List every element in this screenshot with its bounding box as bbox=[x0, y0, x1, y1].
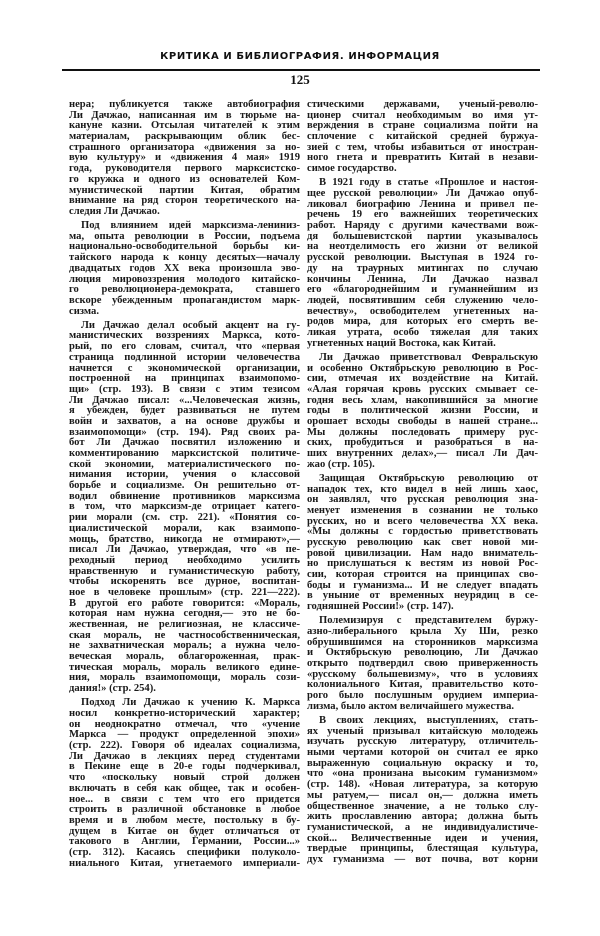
text-line: писал Ли Дачжао, утверждая, что «в пе- bbox=[69, 544, 300, 556]
text-line: Ли Дачжао делал особый акцент на гу- bbox=[81, 319, 300, 331]
text-line: чтобы искоренять все дурное, воспитан- bbox=[69, 576, 300, 588]
text-line: Маркса — продукт определенной эпохи» bbox=[69, 729, 300, 741]
text-line: (стр. 312). Касаясь специфики полуколо- bbox=[69, 846, 300, 858]
text-line: дания!» (стр. 254). bbox=[69, 683, 156, 695]
text-line: ликая утрата, особо тяжелая для таких bbox=[307, 326, 538, 338]
text-line: рии морали (см. стр. 221). «Понятия со- bbox=[69, 512, 300, 524]
text-line: построенной на принципах взаимопомо- bbox=[69, 373, 300, 385]
text-line: вскоре убежденным пропагандистом марк- bbox=[69, 294, 300, 306]
text-line: нравственную и гуманистическую работу, bbox=[69, 565, 300, 577]
text-line: ниального Китая, угнетаемого империали- bbox=[69, 857, 300, 869]
text-line: сии, которая строится на принципах сво- bbox=[307, 569, 538, 581]
text-line: ровой цивилизации. Нам надо вниматель- bbox=[307, 547, 538, 559]
text-line: сии, отмечая их воздействие на Китай. bbox=[307, 373, 538, 385]
text-line: ду на траурных митингах по случаю bbox=[307, 262, 538, 274]
paragraph bbox=[307, 100, 538, 175]
text-line: В своих лекциях, выступлениях, стать- bbox=[319, 715, 538, 726]
text-line: ное... в связи с тем что его придется bbox=[69, 793, 300, 805]
text-line: нимания истории, учения о классовой bbox=[69, 469, 300, 481]
text-line: Полемизируя с представителем буржу- bbox=[319, 615, 538, 627]
paragraph bbox=[69, 100, 300, 218]
text-line: включать в себя как общее, так и особен- bbox=[69, 782, 300, 794]
text-line: менует изменения в сознании не только bbox=[307, 504, 538, 516]
text-line: внимание на ряд сторон теоретического на- bbox=[69, 195, 300, 207]
text-line: В другой его работе говорится: «Мораль, bbox=[69, 597, 300, 609]
text-line: годняшней России!» (стр. 147). bbox=[307, 601, 454, 613]
text-line: Ли Дачжао в лекциях перед студентами bbox=[69, 750, 300, 762]
text-line: ской... Величественные идеи и учения, bbox=[307, 832, 538, 844]
text-column-left bbox=[69, 100, 300, 873]
text-line: ших внутренних делах»,— писал Ли Дач- bbox=[307, 448, 538, 459]
paragraph bbox=[69, 221, 300, 317]
text-line: что «поскольку новый строй должен bbox=[69, 772, 300, 784]
text-line: взаимопомощи» (стр. 194). Ряд своих ра- bbox=[69, 426, 300, 438]
text-line: твердые принципы, блестящая культура, bbox=[307, 843, 538, 855]
header-rule bbox=[62, 69, 540, 71]
text-line: я убежден, будет развиваться не путем bbox=[69, 405, 300, 417]
text-line: ными чертами которой он считал ее ярко bbox=[307, 747, 538, 759]
text-line: он заявлял, что русская революция зна- bbox=[307, 494, 538, 506]
text-line: Ли Дачжао писал: «...Человеческая жизнь, bbox=[69, 394, 300, 406]
text-line: выраженную социальную окраску и то, bbox=[307, 757, 538, 769]
text-line: угнетенных наций Востока, как Китай. bbox=[307, 337, 496, 349]
text-line: кануне казни. Отсылая читателей к этим bbox=[69, 120, 300, 132]
text-line: русскую революцию как свет новой ми- bbox=[307, 537, 538, 548]
text-line: «Алая горячая кровь русских смывает се- bbox=[307, 383, 538, 395]
text-line: ской экономии, материалистического по- bbox=[69, 458, 300, 470]
text-line: ях ученый призывал китайскую молодежь bbox=[307, 725, 538, 737]
text-line: рый, по его словам, считал, что «первая bbox=[69, 341, 300, 353]
text-line: верждения в стране социализма пойти на bbox=[307, 120, 538, 132]
text-line: тайского народа к концу десятых—началу bbox=[69, 252, 300, 264]
text-line: ских, пробудиться и разобраться в на- bbox=[307, 437, 538, 449]
text-line: зией с тем, чтобы избавиться от иностран- bbox=[307, 141, 538, 153]
text-line: Ли Дачжао, написанная им в тюрьме на- bbox=[69, 109, 300, 121]
text-line: жественная, не религиозная, не классиче- bbox=[69, 619, 300, 630]
text-line: страшного организатора «движения за но- bbox=[69, 141, 300, 153]
text-line: Мы должны последовать примеру рус- bbox=[307, 426, 538, 438]
text-line: веческая мораль, облагороженная, прак- bbox=[69, 651, 300, 663]
text-line: носил конкретно-исторический характер; bbox=[69, 708, 300, 719]
text-line: не захватническая мораль; а нужна чело- bbox=[69, 640, 300, 652]
text-line: жить прославлению автора; должна быть bbox=[307, 811, 538, 823]
text-line: щее русской революции» Ли Дачжао опуб- bbox=[307, 188, 538, 199]
text-line: Защищая Октябрьскую революцию от bbox=[319, 472, 538, 484]
text-line: ская мораль, не частнособственническая, bbox=[69, 629, 300, 641]
text-line: родов мира, для которых его смерть ве- bbox=[307, 316, 538, 328]
text-line: бот Ли Дачжао посвятил изложению и bbox=[69, 437, 300, 449]
text-line: «Мы должны с гордостью приветствовать bbox=[307, 526, 538, 538]
text-line: русской революции. Выступая в 1924 го- bbox=[307, 252, 538, 264]
text-line: людей, посвятившим себя служению чело- bbox=[307, 294, 538, 306]
text-line: время и в любом месте, постольку в бу- bbox=[69, 814, 300, 826]
text-line: борьбе и социализме. Он решительно от- bbox=[69, 480, 300, 492]
text-line: ционер считал необходимым во имя ут- bbox=[307, 109, 538, 121]
text-line: он неоднократно отмечал, что «учение bbox=[69, 718, 300, 730]
text-line: на неотделимость его жизни от великой bbox=[307, 241, 538, 253]
text-line: циалистической морали, как взаимопо- bbox=[69, 522, 300, 534]
text-line: (стр. 148). «Новая литература, за которую bbox=[307, 779, 538, 791]
text-line: лизма, было актом величайшего мужества. bbox=[307, 700, 515, 712]
text-line: гуманистической, а не индивидуалистиче- bbox=[307, 821, 538, 833]
text-line: мунистической партии Китая, обратим bbox=[69, 184, 300, 196]
text-line: речень 19 его важнейших теоретических bbox=[307, 209, 538, 221]
text-line: года, руководителя первого марксистско- bbox=[69, 163, 300, 175]
text-line: Подход Ли Дачжао к учению К. Маркса bbox=[81, 697, 300, 709]
text-line: начнется с экономической организации, bbox=[69, 362, 300, 374]
text-line: русских, но и всего человечества XX века. bbox=[307, 515, 538, 527]
text-line: его «благороднейшим и гуманнейшим из bbox=[307, 284, 538, 296]
text-line: водил обвинение противников марксизма bbox=[69, 490, 300, 502]
text-column-right bbox=[307, 100, 538, 869]
text-line: кончины Ленина, Ли Дачжао назвал bbox=[307, 273, 538, 285]
text-line: го революционера-демократа, ставшего bbox=[69, 284, 300, 296]
text-line: нападок тех, кто видел в ней лишь хаос, bbox=[307, 483, 538, 495]
text-line: мы ратуем,— писал он,— должна иметь bbox=[307, 789, 538, 801]
text-line: реходный период необходимо усилить bbox=[69, 554, 300, 566]
text-line: и Октябрьскую революцию, Ли Дачжао bbox=[307, 647, 538, 659]
text-line: стическими державами, ученый-револю- bbox=[307, 99, 538, 110]
text-line: что «она пронизана высоким гуманизмом» bbox=[307, 768, 538, 780]
text-line: материалам, раскрывающим облик бес- bbox=[69, 131, 300, 143]
text-line: в том, что марксизм-де отрицает катего- bbox=[69, 501, 300, 513]
paragraph bbox=[307, 353, 538, 471]
text-line: тическая мораль, мораль великого едине- bbox=[69, 661, 300, 673]
text-line: изучать русскую литературу, отличитель- bbox=[307, 736, 538, 748]
text-line: работ. Наряду с другими качествами вож- bbox=[307, 220, 538, 232]
text-line: Ли Дачжао приветствовал Февральскую bbox=[319, 351, 538, 363]
text-line: дя большевистской партии указывалось bbox=[307, 230, 538, 242]
text-line: годня весь хлам, накопившийся за многие bbox=[307, 394, 538, 406]
text-line: вую культуру» и «движения 4 мая» 1919 bbox=[69, 152, 300, 164]
text-line: и особенно Октябрьскую революцию в Рос- bbox=[307, 362, 538, 374]
text-line: Под влиянием идей марксизма-лениниз- bbox=[81, 220, 300, 232]
text-line: сплочение с китайской средней буржуа- bbox=[307, 131, 538, 143]
text-line: общественное значение, а не только слу- bbox=[307, 800, 538, 812]
text-line: в Пекине еще в 20-е годы подчеркивал, bbox=[69, 761, 300, 773]
text-line: годы в политической жизни России, и bbox=[307, 405, 538, 417]
text-line: орошает всходы свободы в нашей стране... bbox=[307, 415, 538, 427]
text-line: манистических воззрениях Маркса, кото- bbox=[69, 330, 300, 342]
text-line: дух гуманизма — вот почва, вот корни bbox=[307, 853, 538, 865]
text-line: войн и захватов, а на основе дружбы и bbox=[69, 415, 300, 427]
text-line: жао (стр. 105). bbox=[307, 458, 375, 470]
paragraph bbox=[307, 716, 538, 866]
text-line: сизма. bbox=[69, 305, 100, 317]
text-line: страница подлинной истории человечества bbox=[69, 351, 300, 363]
text-line: национально-освободительной борьбы ки- bbox=[69, 241, 300, 253]
text-line: ликовал биографию Ленина и привел пе- bbox=[307, 198, 538, 210]
text-line: симое государство. bbox=[307, 163, 397, 175]
text-line: колониального Китая, правительство кото- bbox=[307, 679, 538, 691]
text-line: В 1921 году в статье «Прошлое и настоя- bbox=[319, 177, 538, 189]
page-number: 125 bbox=[290, 72, 310, 87]
text-line: вечеству», освободителем угнетенных на- bbox=[307, 305, 538, 317]
text-line: мощь, братство, никогда не отмирают»,— bbox=[69, 533, 300, 545]
text-line: дущем в Китае он будет отличаться от bbox=[69, 825, 300, 837]
text-line: строить в различной обстановке в любое bbox=[69, 804, 300, 816]
text-line: ное в человеке прошлым» (стр. 221—222). bbox=[69, 586, 300, 598]
text-line: обрушившимся на сторонников марксизма bbox=[307, 636, 538, 648]
text-line: щи» (стр. 193). В связи с этим тезисом bbox=[69, 383, 300, 395]
paragraph bbox=[307, 474, 538, 613]
text-line: в уныние от временных неурядиц в се- bbox=[307, 590, 538, 602]
text-line: следия Ли Дачжао. bbox=[69, 205, 160, 217]
paragraph bbox=[69, 698, 300, 869]
text-line: люция мировоззрения молодого китайско- bbox=[69, 273, 300, 285]
text-line: нера; публикуется также автобиография bbox=[69, 99, 300, 110]
text-line: такового в Англии, Германии, России...» bbox=[69, 836, 300, 848]
text-line: (стр. 222). Говоря об идеалах социализма, bbox=[69, 740, 300, 752]
text-line: открыто подтвердил свою приверженность bbox=[307, 658, 538, 670]
text-line: но прислушаться к вестям из новой Рос- bbox=[307, 558, 538, 570]
text-line: комментированию марксистской политиче- bbox=[69, 448, 300, 459]
paragraph bbox=[307, 616, 538, 712]
text-line: ма, опыта революции в России, подъема bbox=[69, 230, 300, 242]
text-line: двадцатых годов XX века произошла эво- bbox=[69, 262, 300, 274]
text-line: которая нам нужна сегодня,— это не бо- bbox=[69, 608, 300, 620]
text-line: боды и гуманизма... И не следует впадать bbox=[307, 579, 538, 591]
text-line: ного гнета и превратить Китай в незави- bbox=[307, 152, 538, 164]
text-line: «русскому большевизму», что в условиях bbox=[307, 668, 538, 680]
paragraph bbox=[69, 321, 300, 695]
text-line: азно-либерального крыла Ху Ши, резко bbox=[307, 626, 538, 637]
running-head: КРИТИКА И БИБЛИОГРАФИЯ. ИНФОРМАЦИЯ bbox=[160, 51, 440, 62]
text-line: го кружка и одного из основателей Ком- bbox=[69, 173, 300, 185]
text-line: рого было послушным орудием империа- bbox=[307, 690, 538, 702]
text-line: ния, мораль взаимопомощи, мораль сози- bbox=[69, 672, 300, 684]
paragraph bbox=[307, 178, 538, 349]
